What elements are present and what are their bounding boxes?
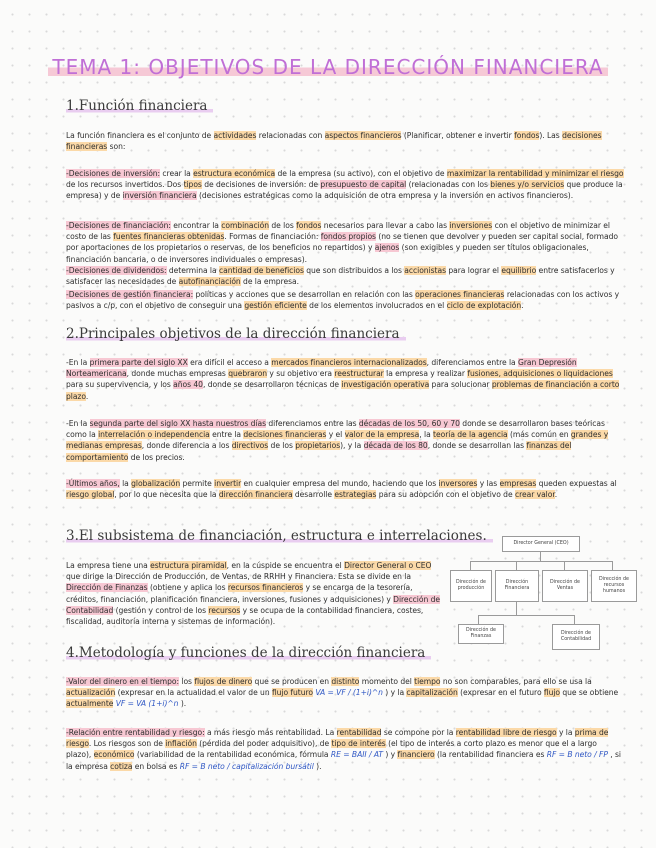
paragraph-structure [66, 560, 446, 627]
text-run: entre satisfacerlos y satisfacer las necesidades de [66, 266, 615, 287]
text-run: de la empresa (su activo), con el objetivo de [275, 169, 447, 178]
text-run: presupuesto de capital [320, 180, 407, 190]
paragraph-financing-decisions [66, 220, 624, 265]
text-run: (decisiones estratégicas como la adquisición de otra empresa y la inversión en activos financieros). [196, 191, 574, 201]
text-run: relacionadas con [256, 131, 325, 140]
text-run: gestión eficiente [244, 301, 307, 311]
text-run: bienes y/o servicios [490, 180, 565, 190]
org-box-hr: Dirección de recursos humanos [591, 570, 637, 602]
text-run: de decisiones de inversión: de [201, 180, 321, 190]
text-run: económico [93, 750, 135, 760]
text-run: teoría de la agencia [433, 430, 508, 440]
section-heading-3: 3.El subsistema de financiación, estructura e interrelaciones. [66, 528, 493, 544]
text-run: cantidad de beneficios [218, 266, 304, 275]
text-run: -Valor del dinero en el tiempo: [66, 677, 180, 686]
text-run: (gestión y control de los [113, 605, 209, 615]
text-run: VF = VA (1+i)^n [113, 699, 181, 709]
paragraph-risk-return [66, 727, 624, 772]
text-run: empresas [499, 479, 537, 488]
text-run: ciclo de explotación [446, 301, 522, 311]
text-run: decisiones financieras [243, 430, 327, 440]
text-run: . Los riesgos son de [88, 739, 166, 749]
text-run: la empresa y realizar [383, 369, 468, 379]
text-run: y se ocupa de la contabilidad financiera, costes, fiscalidad, auditoría interna y sistemas de información). [66, 605, 424, 627]
text-run: inversores [438, 479, 478, 488]
org-box-ceo: Director General (CEO) [502, 536, 580, 552]
paragraph-intro [66, 130, 624, 152]
text-run: dirección financiera [218, 490, 293, 500]
text-run: (el tipo de interés a corto plazo es menor que el a largo plazo), [66, 739, 597, 760]
text-run: , por lo que necesita que la [114, 490, 219, 500]
text-run: (más común en [507, 430, 571, 440]
text-run: actualización [66, 688, 116, 698]
text-run: de la empresa. [240, 277, 299, 287]
text-run: crear valor [514, 490, 555, 500]
text-run: , diferenciamos entre la [426, 358, 518, 367]
text-run: RF = B neto / FP [546, 750, 611, 760]
text-run: directivos [231, 441, 269, 451]
text-run: fuentes financieras obtenidas [113, 232, 225, 242]
text-run: capitalización [406, 688, 458, 698]
text-run: políticas y acciones que se desarrollan en relación con las [193, 290, 416, 299]
text-run: RE = BAII / AT [330, 750, 386, 760]
org-connector [574, 615, 575, 624]
text-run: actualmente [66, 699, 114, 709]
text-run: y el [326, 430, 345, 440]
text-run: ajenos [374, 243, 400, 253]
org-connector [540, 551, 541, 561]
org-connector [564, 561, 565, 570]
text-run: (Planificar, obtener e invertir [401, 131, 515, 140]
text-run: relacionadas con los activos y pasivos a c/p, con el objetivo de conseguir una [66, 290, 620, 311]
text-run: -En la [66, 358, 90, 367]
text-run: , donde se desarrollan las [427, 441, 527, 451]
org-box-finance: Dirección Financiera [495, 570, 539, 602]
text-run: y se encarga de la tesorería, créditos, financiación, planificación financiera, inversiones, fusiones y adquisiciones) y [66, 583, 413, 604]
text-run: investigación operativa [341, 380, 430, 390]
text-run: tipo de interés [331, 739, 386, 749]
text-run: de los precios. [128, 452, 185, 462]
text-run: (no se tienen que devolver y pueden ser capital social, formado por aportaciones de los propietarios o reservas, de los beneficios no repartidos) y [66, 232, 618, 253]
text-run: recursos financieros [227, 583, 304, 593]
org-connector [478, 615, 574, 616]
paragraph-time-value [66, 676, 624, 710]
org-connector [478, 615, 479, 624]
text-run: -Decisiones de gestión financiera: [66, 290, 194, 299]
text-run: -Relación entre rentabilidad y riesgo: [66, 728, 205, 737]
section-heading-2: 2.Principales objetivos de la dirección financiera [66, 326, 406, 342]
text-run: La empresa tiene una [66, 561, 151, 570]
text-run: mercados financieros internacionalizados [271, 358, 427, 367]
text-run: inflación [165, 739, 197, 749]
text-run: a más riesgo más rentabilidad. La [204, 728, 337, 737]
text-run: son: [107, 142, 126, 152]
org-box-production: Dirección de producción [450, 570, 492, 602]
text-run: que se producen en [252, 677, 332, 686]
text-run: (relacionadas con los [406, 180, 491, 190]
text-run: flujo [543, 688, 561, 698]
text-run: La función financiera es el conjunto de [66, 131, 214, 140]
org-connector [516, 561, 517, 570]
text-run: autofinanciación [178, 277, 241, 287]
paragraph-management-decisions [66, 289, 624, 311]
text-run: flujo futuro [271, 688, 313, 698]
text-run: (pérdida del poder adquisitivo), de [196, 739, 332, 749]
text-run: . [554, 490, 558, 500]
text-run: queden expuestas al [536, 479, 617, 488]
text-run: los [179, 677, 195, 686]
text-run: . [85, 391, 89, 401]
text-run: segunda parte del siglo XX hasta nuestros días [89, 419, 267, 428]
text-run: era difícil el acceso a [187, 358, 272, 367]
text-run: entre la [209, 430, 244, 440]
text-run: Dirección de Finanzas [66, 583, 148, 593]
text-run: estructura económica [193, 169, 276, 178]
text-run: financiero [397, 750, 435, 760]
text-run: determina la [166, 266, 219, 275]
text-run: flujos de dinero [194, 677, 253, 686]
text-run: cotiza [110, 761, 133, 771]
text-run: riesgo global [66, 490, 115, 500]
text-run: estructura piramidal [150, 561, 227, 570]
paragraph-first-half-century [66, 357, 624, 402]
text-run: no son comparables, para ello se usa la [440, 677, 592, 686]
paragraph-investment-decisions [66, 168, 624, 202]
text-run: Gran Depresión Norteamericana [66, 358, 577, 379]
text-run: momento del [359, 677, 415, 686]
text-run: interrelación o independencia [98, 430, 210, 440]
text-run: recursos [208, 605, 241, 615]
text-run: década de los 80 [363, 441, 428, 451]
section-heading-1: 1.Función financiera [66, 98, 213, 114]
text-run: VA = VF / (1+i)^n [313, 688, 386, 698]
text-run: crear la [160, 169, 194, 178]
org-box-sales: Dirección de Ventas [542, 570, 588, 602]
text-run: equilibrio [501, 266, 537, 275]
text-run: -En la [66, 419, 90, 428]
text-run: finanzas del comportamiento [66, 441, 572, 462]
text-run: grandes y medianas empresas [66, 430, 609, 451]
org-connector [470, 561, 612, 562]
text-run: , en la cúspide se encuentra el [226, 561, 345, 570]
text-run: (expresar en el futuro [457, 688, 544, 698]
text-run: ). [316, 761, 322, 771]
text-run: para lograr el [445, 266, 502, 275]
org-connector [612, 561, 613, 570]
org-box-finanzas: Dirección de Finanzas [458, 624, 504, 644]
text-run: años 40 [173, 380, 203, 390]
text-run: ). Las [539, 131, 563, 140]
text-run: y las [477, 479, 500, 488]
text-run: , la [419, 430, 434, 440]
text-run: desarrolle [292, 490, 335, 500]
paragraph-second-half-century [66, 418, 624, 463]
text-run: para su supervivencia, y los [66, 380, 174, 390]
text-run: necesarios para llevar a cabo las [321, 221, 450, 230]
text-run: aspectos financieros [324, 131, 402, 140]
text-run: -Decisiones de inversión: [66, 169, 161, 178]
text-run: y la [556, 728, 575, 737]
text-run: quebraron [228, 369, 268, 379]
paragraph-recent-years [66, 478, 624, 500]
text-run: rentabilidad libre de riesgo [455, 728, 557, 737]
text-run: . Formas de financiación: [224, 232, 321, 242]
text-run: , donde muchas empresas [126, 369, 229, 379]
text-run: que son distribuidos a los [303, 266, 405, 275]
text-run: ) y la [385, 688, 407, 698]
text-run: prima de riesgo [66, 728, 609, 749]
text-run: que dirige la Dirección de Producción, de Ventas, de RRHH y Financiera. Esta se divide en la [66, 572, 411, 582]
text-run: de los recursos invertidos. Dos [66, 180, 184, 190]
text-run: RF = B neto / capitalización bursátil [179, 761, 317, 771]
text-run: diferenciamos entre las [266, 419, 359, 428]
text-run: de los [269, 221, 297, 230]
text-run: Director General o CEO [344, 561, 432, 570]
text-run: permite [180, 479, 215, 488]
text-run: (variabilidad de la rentabilidad económica, fórmula [134, 750, 331, 760]
text-run: para solucionar [429, 380, 492, 390]
text-run: la [119, 479, 132, 488]
text-run: (son exigibles y pueden ser títulos obligacionales, financiación bancaria, o de inversores individuales o empresas). [66, 243, 589, 264]
text-run: donde se desarrollaron bases teóricas como la [66, 419, 605, 440]
text-run: propietarios [295, 441, 341, 451]
text-run: globalización [131, 479, 181, 488]
text-run: decisiones financieras [66, 131, 602, 152]
text-run: ) y [385, 750, 398, 760]
text-run: de los elementos involucrados en el [306, 301, 447, 311]
text-run: (expresar en la actualidad el valor de un [115, 688, 272, 698]
text-run: invertir [214, 479, 242, 488]
org-connector [470, 561, 471, 570]
text-run: encontrar la [170, 221, 222, 230]
text-run: reestructurar [334, 369, 384, 379]
text-run: (la rentabilidad financiera es [434, 750, 547, 760]
text-run: que produce la empresa) y de [66, 180, 623, 201]
text-run: , donde diferencia a los [141, 441, 232, 451]
text-run: -Decisiones de dividendos: [66, 266, 167, 275]
text-run: para su adopción con el objetivo de [376, 490, 515, 500]
text-run: maximizar la rentabilidad y minimizar el riesgo [446, 169, 624, 178]
text-run: en bolsa es [132, 761, 180, 771]
text-run: combinación [221, 221, 270, 230]
text-run: , donde se desarrollaron técnicas de [202, 380, 342, 390]
text-run: tipos [183, 180, 202, 190]
text-run: inversión financiera [122, 191, 197, 201]
text-run: fondos propios [320, 232, 376, 242]
text-run: distinto [331, 677, 360, 686]
text-run: accionistas [404, 266, 446, 275]
text-run: en cualquier empresa del mundo, haciendo que los [241, 479, 439, 488]
text-run: . [521, 301, 524, 311]
text-run: fondos [514, 131, 540, 140]
text-run: de los [268, 441, 296, 451]
text-run: operaciones financieras [415, 290, 505, 299]
org-chart [450, 536, 636, 654]
text-run: que se obtiene [560, 688, 619, 698]
text-run: ). [180, 699, 187, 709]
text-run: actividades [213, 131, 257, 140]
text-run: -Últimos años, [66, 479, 120, 488]
text-run: y su objetivo era [267, 369, 335, 379]
text-run: rentabilidad [336, 728, 382, 737]
text-run: problemas de financiación a corto plazo [66, 380, 620, 401]
text-run: estrategias [334, 490, 377, 500]
text-run: con el objetivo de minimizar el costo de las [66, 221, 610, 242]
text-run: fondos [296, 221, 322, 230]
text-run: tiempo [414, 677, 441, 686]
text-run: Dirección de Contabilidad [66, 594, 440, 615]
text-run: primera parte del siglo XX [89, 358, 188, 367]
text-run: se compone por la [381, 728, 456, 737]
text-run: -Decisiones de financiación: [66, 221, 171, 230]
org-connector [516, 601, 517, 615]
text-run: fusiones, adquisiciones o liquidaciones [467, 369, 613, 379]
text-run: , si la empresa [66, 750, 621, 771]
text-run: (obtiene y aplica los [147, 583, 228, 593]
org-box-accounting: Dirección de Contabilidad [552, 624, 600, 650]
text-run: inversiones [449, 221, 493, 230]
text-run: valor de la empresa [344, 430, 420, 440]
text-run: ), y la [340, 441, 364, 451]
section-heading-4: 4.Metodología y funciones de la dirección financiera [66, 645, 431, 661]
page-title: TEMA 1: OBJETIVOS DE LA DIRECCIÓN FINANCIERA [0, 55, 656, 79]
text-run: décadas de los 50, 60 y 70 [358, 419, 460, 428]
paragraph-dividend-decisions [66, 265, 624, 287]
